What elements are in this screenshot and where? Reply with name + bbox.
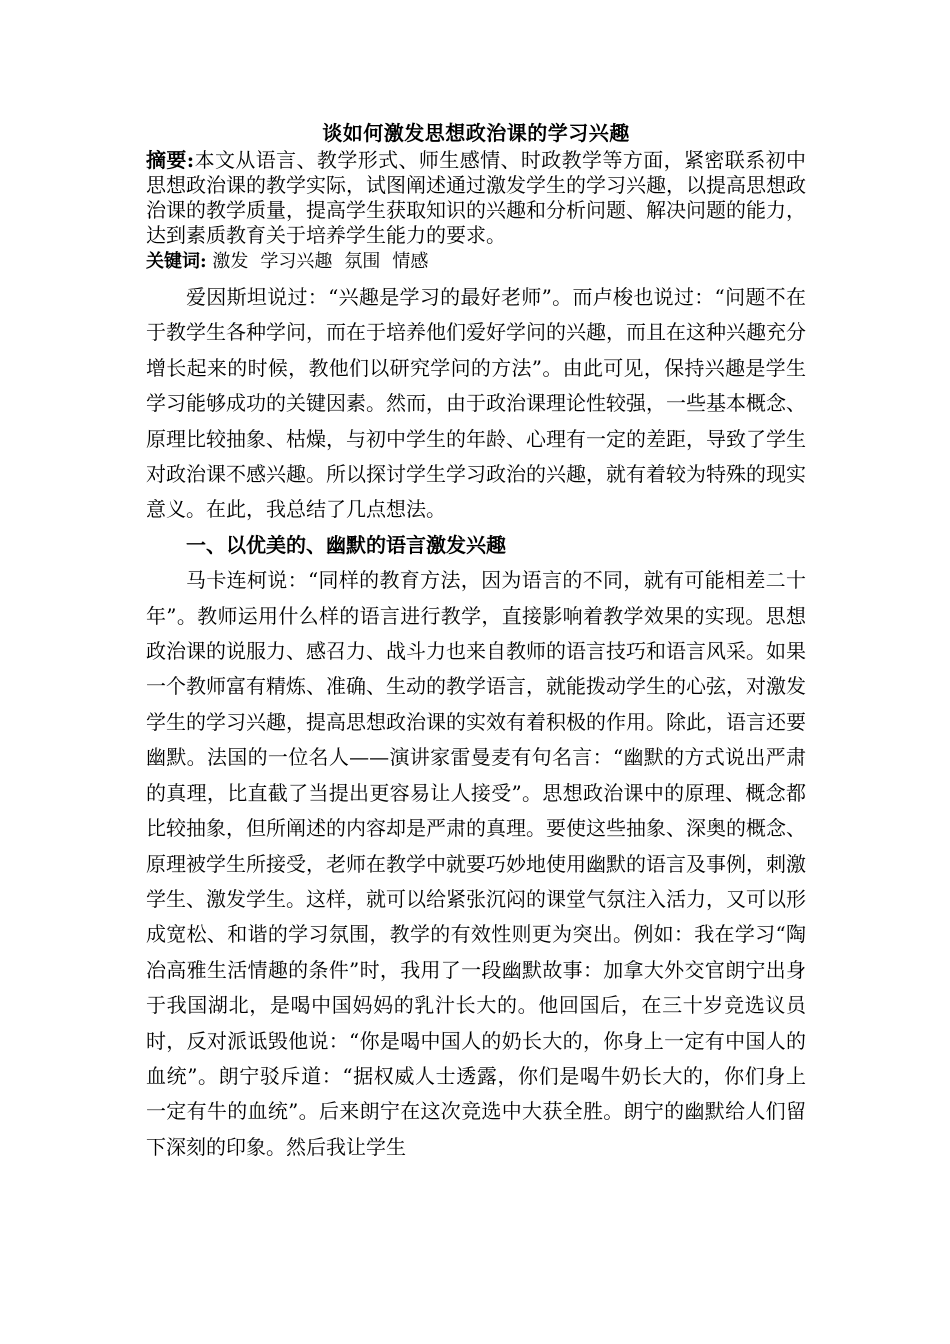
keyword: 情感 [392,251,429,272]
abstract-text: 本文从语言、教学形式、师生感情、时政教学等方面，紧密联系初中思想政治课的教学实际，试图阐述通过激发学生的学习兴趣，以提高思想政治课的教学质量，提高学生获取知识的兴趣和分析问题、解决问题的能力，达到素质教育关于培养学生能力的要求。 [146,148,806,247]
intro-paragraph: 爱因斯坦说过：“兴趣是学习的最好老师”。而卢梭也说过：“问题不在于教学生各种学问，而在于培养他们爱好学问的兴趣，而且在这种兴趣充分增长起来的时候，教他们以研究学问的方法”。由此可见，保持兴趣是学生学习能够成功的关键因素。然而，由于政治课理论性较强，一些基本概念、原理比较抽象、枯燥，与初中学生的年龄、心理有一定的差距，导致了学生对政治课不感兴趣。所以探讨学生学习政治的兴趣，就有着较为特殊的现实意义。在此，我总结了几点想法。 [146,285,806,522]
keywords [146,248,806,276]
abstract [146,148,806,248]
section-heading: 一、以优美的、幽默的语言激发兴趣 [186,532,506,557]
keyword: 激发 [212,251,249,272]
keywords-label: 关键词: [146,251,207,272]
section-paragraph: 马卡连柯说：“同样的教育方法，因为语言的不同，就有可能相差二十年”。教师运用什么样的语言进行教学，直接影响着教学效果的实现。思想政治课的说服力、感召力、战斗力也来自教师的语言技巧和语言风采。如果一个教师富有精炼、准确、生动的教学语言，就能拨动学生的心弦，对激发学生的学习兴趣，提高思想政治课的实效有着积极的作用。除此，语言还要幽默。法国的一位名人——演讲家雷曼麦有句名言：“幽默的方式说出严肃的真理，比直截了当提出更容易让人接受”。思想政治课中的原理、概念都比较抽象，但所阐述的内容却是严肃的真理。要使这些抽象、深奥的概念、原理被学生所接受，老师在教学中就要巧妙地使用幽默的语言及事例，刺激学生、激发学生。这样，就可以给紧张沉闷的课堂气氛注入活力，又可以形成宽松、和谐的学习氛围，教学的有效性则更为突出。例如：我在学习“陶冶高雅生活情趣的条件”时，我用了一段幽默故事：加拿大外交官朗宁出身于我国湖北，是喝中国妈妈的乳汁长大的。他回国后，在三十岁竞选议员时，反对派诋毁他说：“你是喝中国人的奶长大的，你身上一定有中国人的血统”。朗宁驳斥道：“据权威人士透露，你们是喝牛奶长大的，你们身上一定有牛的血统”。后来朗宁在这次竞选中大获全胜。朗宁的幽默给人们留下深刻的印象。然后我让学生 [146,568,806,1159]
document-page [146,118,806,1165]
keyword: 学习兴趣 [260,251,333,272]
keyword: 氛围 [344,251,381,272]
document-title: 谈如何激发思想政治课的学习兴趣 [322,121,630,145]
abstract-label: 摘要: [146,148,195,172]
